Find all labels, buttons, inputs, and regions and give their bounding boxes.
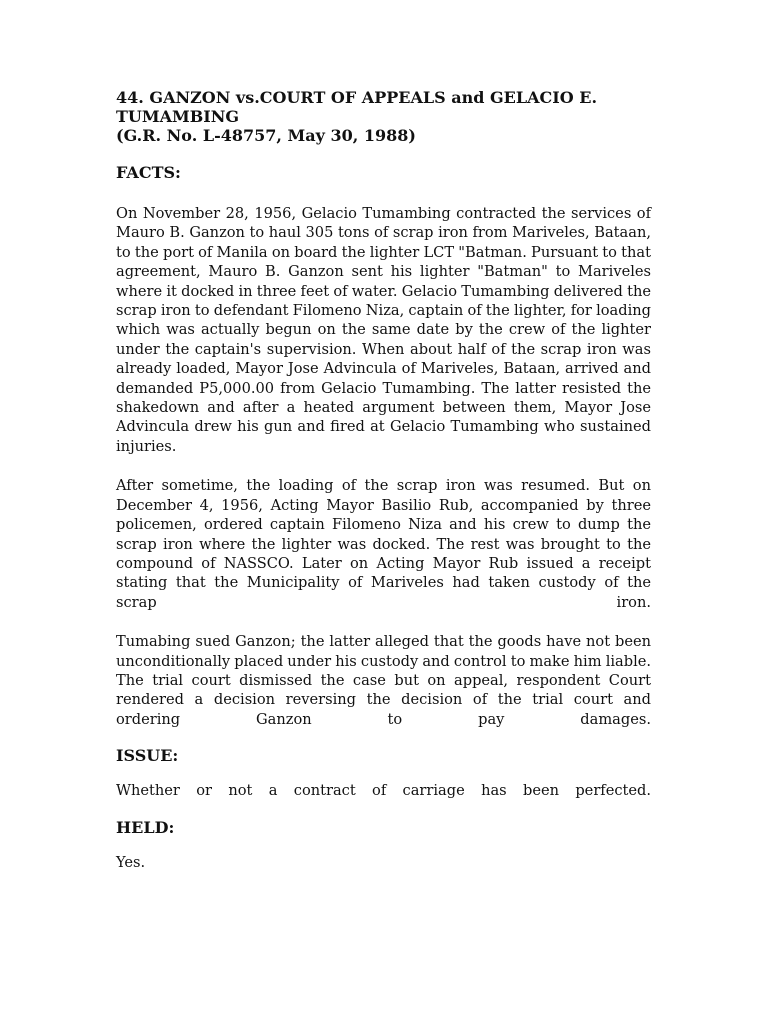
- held-text: Yes.: [116, 853, 146, 871]
- document-page: [116, 88, 651, 872]
- facts-heading: FACTS:: [116, 163, 181, 182]
- facts-paragraph-2: After sometime, the loading of the scrap iron was resumed. But on December 4, 1956, Acting Mayor Basilio Rub, accompanied by three policemen, ordered captain Filomeno Niza and his crew to dump the scrap iron where the lighter was docked. The rest was brought to the compound of NASSCO. Later on Acting Mayor Rub issued a receipt stating that the Municipality of Mariveles had taken custody of the scrap iron.: [116, 477, 651, 611]
- facts-paragraph-3: Tumabing sued Ganzon; the latter alleged that the goods have not been unconditionally placed under his custody and control to make him liable. The trial court dismissed the case but on appeal, respondent Court rendered a decision reversing the decision of the trial court and ordering Ganzon to pay damages.: [116, 633, 652, 728]
- held-heading: HELD:: [116, 817, 175, 837]
- case-citation: (G.R. No. L-48757, May 30, 1988): [116, 126, 416, 145]
- facts-paragraph-1: On November 28, 1956, Gelacio Tumambing contracted the services of Mauro B. Ganzon to haul 305 tons of scrap iron from Mariveles, Bataan, to the port of Manila on board the lighter LCT "Batman. Pursuant to that agreement, Mauro B. Ganzon sent his lighter "Batman" to Mariveles where it docked in three feet of water. Gelacio Tumambing delivered the scrap iron to defendant Filomeno Niza, captain of the lighter, for loading which was actually begun on the same date by the crew of the lighter under the captain's supervision. When about half of the scrap iron was already loaded, Mayor Jose Advincula of Mariveles, Bataan, arrived and demanded P5,000.00 from Gelacio Tumambing. The latter resisted the shakedown and after a heated argument between them, Mayor Jose Advincula drew his gun and fired at Gelacio Tumambing who sustained injuries.: [116, 205, 651, 455]
- issue-heading: ISSUE:: [116, 746, 179, 766]
- case-title: 44. GANZON vs.COURT OF APPEALS and GELACIO E. TUMAMBING: [116, 88, 598, 126]
- issue-text: Whether or not a contract of carriage has been perfected.: [116, 782, 651, 800]
